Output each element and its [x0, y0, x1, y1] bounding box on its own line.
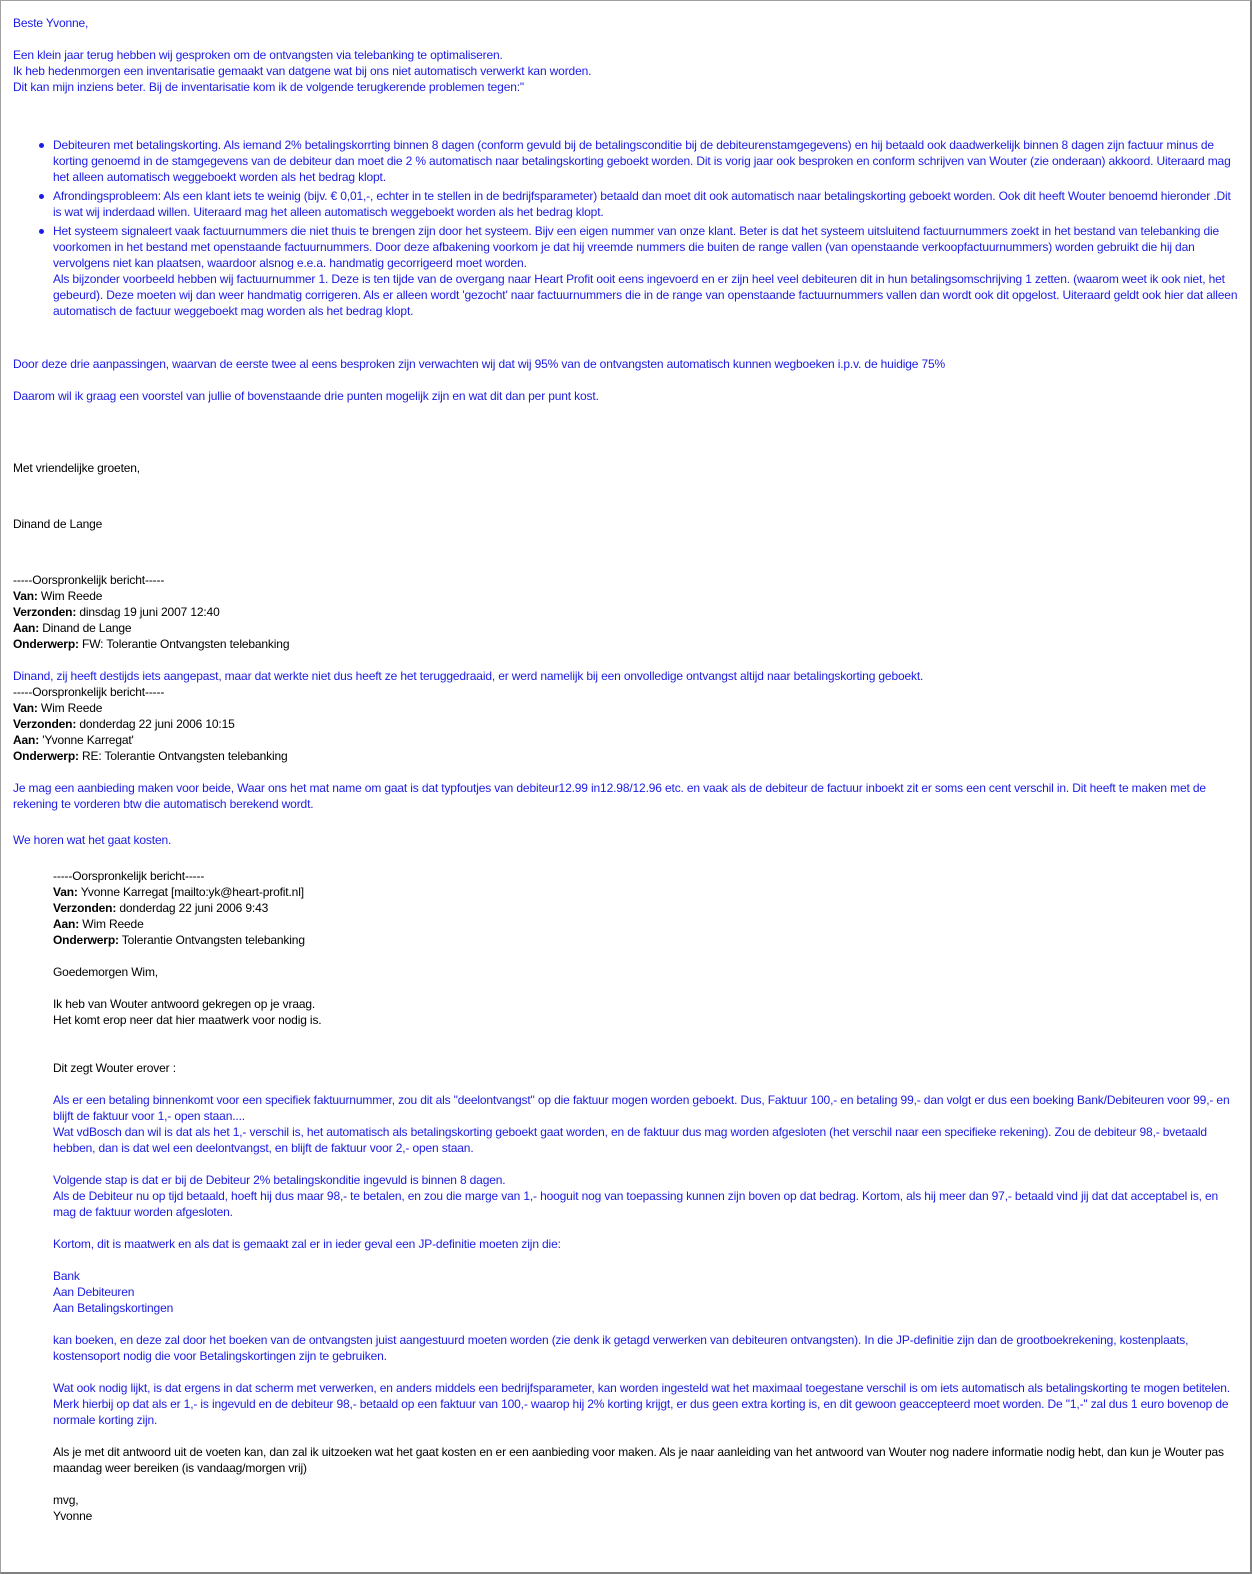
list-item: Bank	[53, 1269, 80, 1283]
quote2-followup: We horen wat het gaat kosten.	[13, 833, 172, 847]
request: Daarom wil ik graag een voorstel van jullie of bovenstaande drie punten mogelijk zijn en wat dit dan per punt kost.	[13, 389, 599, 403]
problem-list	[13, 137, 1239, 319]
wouter-text: Wat vdBosch dan wil is dat als het 1,- verschil is, het automatisch als betalingskorting geboekt gaat worden, en de faktuur dus mag worden afgesloten (het verschil naar een specifieke rekening). Zou de debiteur 98,- bvetaald hebben, dan is dat wel een deelontvangst, en blijft de faktuur voor 2,- open staan.	[53, 1125, 1207, 1155]
list-item: Afrondingsprobleem: Als een klant iets te weinig (bijv. € 0,01,-, echter in te stellen in de bedrijfsparameter) betaald dan moet dit ook automatisch naar betalingskorting geboekt worden. Ook dit heeft Wouter benoemd hieronder .Dit is wat wij inderdaad willen. Uiteraard mag het alleen automatisch weggeboekt worden als het bedrag klopt.	[53, 188, 1239, 220]
quoted-header-1: -----Oorspronkelijk bericht----- Van: Wim Reede Verzonden: dinsdag 19 juni 2007 12:40 Aan: Dinand de Lange Onderwerp: FW: Tolerantie Ontvangsten telebanking	[13, 572, 1239, 652]
separator: -----Oorspronkelijk bericht-----	[13, 573, 165, 587]
closing: Met vriendelijke groeten,	[13, 461, 140, 475]
quote3-name: Yvonne	[53, 1509, 93, 1523]
wouter-text: Volgende stap is dat er bij de Debiteur 2% betalingskonditie ingevuld is binnen 8 dagen.	[53, 1173, 506, 1187]
quote3-greeting: Goedemorgen Wim,	[53, 965, 158, 979]
quote3-mvg: mvg,	[53, 1493, 79, 1507]
quoted-header-3: -----Oorspronkelijk bericht----- Van: Yvonne Karregat [mailto:yk@heart-profit.nl] Verzonden: donderdag 22 juni 2006 9:43 Aan: Wim Reede Onderwerp: Tolerantie Ontvangsten telebanking	[53, 868, 1239, 948]
separator: -----Oorspronkelijk bericht-----	[53, 869, 205, 883]
bullet-icon	[39, 143, 44, 148]
list-item: Debiteuren met betalingskorting. Als iemand 2% betalingskorrting binnen 8 dagen (conform gevuld bij de betalingsconditie bij de debiteurenstamgegevens) en hij betaald ook daadwerkelijk binnen 8 dagen zijn factuur minus de korting genoemd in de stamgegevens van de debiteur dan moet die 2 % automatisch naar betalingskorting geboekt worden. Dit is vorig jaar ook besproken en conform schrijven van Wouter (zie onderaan) akkoord. Uiteraard mag het alleen automatisch weggeboekt worden als het bedrag klopt.	[53, 137, 1239, 185]
intro-line: Ik heb hedenmorgen een inventarisatie gemaakt van datgene wat bij ons niet automatisch verwerkt kan worden.	[13, 64, 592, 78]
quote3-text: Het komt erop neer dat hier maatwerk voor nodig is.	[53, 1013, 322, 1027]
quote1-body: Dinand, zij heeft destijds iets aangepast, maar dat werkte niet dus heeft ze het teruggedraaid, er werd namelijk bij een onvolledige ontvangst altijd naar betalingskorting geboekt.	[13, 669, 924, 683]
wouter-text: Als de Debiteur nu op tijd betaald, hoeft hij dus maar 98,- te betalen, en zou die marge van 1,- hooguit nog van toepassing kunnen zijn boven op dat bedrag. Kortom, als hij meer dan 97,- betaald vind jij dat dat acceptabel is, en mag de faktuur worden afgesloten.	[53, 1189, 1219, 1219]
email-body	[13, 15, 1239, 1524]
wouter-text: Als er een betaling binnenkomt voor een specifiek faktuurnummer, zou dit als "deelontvangst" op die faktuur mogen worden geboekt. Dus, Faktuur 100,- en betaling 99,- dan volgt er dus een boeking Bank/Debiteuren voor 99,- en blijft de faktuur voor 1,- open staan....	[53, 1093, 1230, 1123]
signature: Dinand de Lange	[13, 517, 103, 531]
wouter-text: Kortom, dit is maatwerk en als dat is gemaakt zal er in ieder geval een JP-definitie moeten zijn die:	[53, 1237, 561, 1251]
quote3-closing: Als je met dit antwoord uit de voeten kan, dan zal ik uitzoeken wat het gaat kosten en er een aanbieding voor maken. Als je naar aanleiding van het antwoord van Wouter nog nadere informatie nodig hebt, dan kun je Wouter pas maandag weer bereiken (is vandaag/morgen vrij)	[53, 1445, 1224, 1475]
wouter-text: Wat ook nodig lijkt, is dat ergens in dat scherm met verwerken, en anders middels een bedrijfsparameter, kan worden ingesteld wat het maximaal toegestane verschil is om iets automatisch als betalingskorting te mogen betitelen. Merk hierbij op dat als er 1,- is ingevuld en de debiteur 98,- betaald op een faktuur van 100,- waarop hij 2% korting krijgt, er dus geen extra korting is, en dit gewoon geaccepteerd moet worden. De "1,-" zal dus 1 euro bovenop de normale korting zijn.	[53, 1381, 1230, 1427]
wouter-text: kan boeken, en deze zal door het boeken van de ontvangsten juist aangestuurd moeten worden (zie denk ik getagd verwerken van debiteuren ontvangsten). In die JP-definitie zijn dan de grootboekrekening, kostenplaats, kostensoport nodig die voor Betalingskortingen zijn te gebruiken.	[53, 1333, 1189, 1363]
list-item: Aan Betalingskortingen	[53, 1301, 174, 1315]
quoted-message-3	[13, 868, 1239, 1524]
quote3-text: Dit zegt Wouter erover :	[53, 1061, 176, 1075]
separator: -----Oorspronkelijk bericht-----	[13, 685, 165, 699]
bullet-icon	[39, 229, 44, 234]
conclusion: Door deze drie aanpassingen, waarvan de eerste twee al eens besproken zijn verwachten wij dat wij 95% van de ontvangsten automatisch kunnen wegboeken i.p.v. de huidige 75%	[13, 357, 946, 371]
intro-line: Een klein jaar terug hebben wij gesproken om de ontvangsten via telebanking te optimaliseren.	[13, 48, 503, 62]
list-item: Aan Debiteuren	[53, 1285, 135, 1299]
greeting: Beste Yvonne,	[13, 16, 89, 30]
intro-line: Dit kan mijn inziens beter. Bij de inventarisatie kom ik de volgende terugkerende problemen tegen:"	[13, 80, 525, 94]
list-item: Het systeem signaleert vaak factuurnummers die niet thuis te brengen zijn door het systeem. Bijv een eigen nummer van onze klant. Beter is dat het systeem uitsluitend factuurnummers zoekt in het bestand van telebanking die voorkomen in het bestand met openstaande factuurnummers. Door deze afbakening voorkom je dat hij vreemde nummers die buiten de range vallen (van openstaande verkoopfactuurnummers) worden gebruikt die hij dan vervolgens niet kan plaatsen, waardoor alsnog e.e.a. handmatig gecorrigeerd moet worden. Als bijzonder voorbeeld hebben wij factuurnummer 1. Deze is ten tijde van de overgang naar Heart Profit ooit eens ingevoerd en er zijn heel veel debiteuren dit in hun betalingsomschrijving 1 zetten. (waarom weet ik ook niet, het gebeurd). Deze moeten wij dan weer handmatig corrigeren. Als er alleen wordt 'gezocht' naar factuurnummers die in de range van openstaande factuurnummers vallen dan wordt ook dit opgelost. Uiteraard geldt ook hier dat alleen automatisch de factuur weggeboekt mag worden als het bedrag klopt.	[53, 223, 1239, 319]
quote2-body: Je mag een aanbieding maken voor beide, Waar ons het mat name om gaat is dat typfoutjes van debiteur12.99 in12.98/12.96 etc. en vaak als de debiteur de factuur inboekt zit er soms een cent verschil in. Dit heeft te maken met de rekening te vorderen btw die automatisch berekend wordt.	[13, 781, 1206, 811]
quote3-text: Ik heb van Wouter antwoord gekregen op je vraag.	[53, 997, 316, 1011]
quoted-header-2: -----Oorspronkelijk bericht----- Van: Wim Reede Verzonden: donderdag 22 juni 2006 10:15 Aan: 'Yvonne Karregat' Onderwerp: RE: Tolerantie Ontvangsten telebanking	[13, 684, 1239, 764]
bullet-icon	[39, 194, 44, 199]
